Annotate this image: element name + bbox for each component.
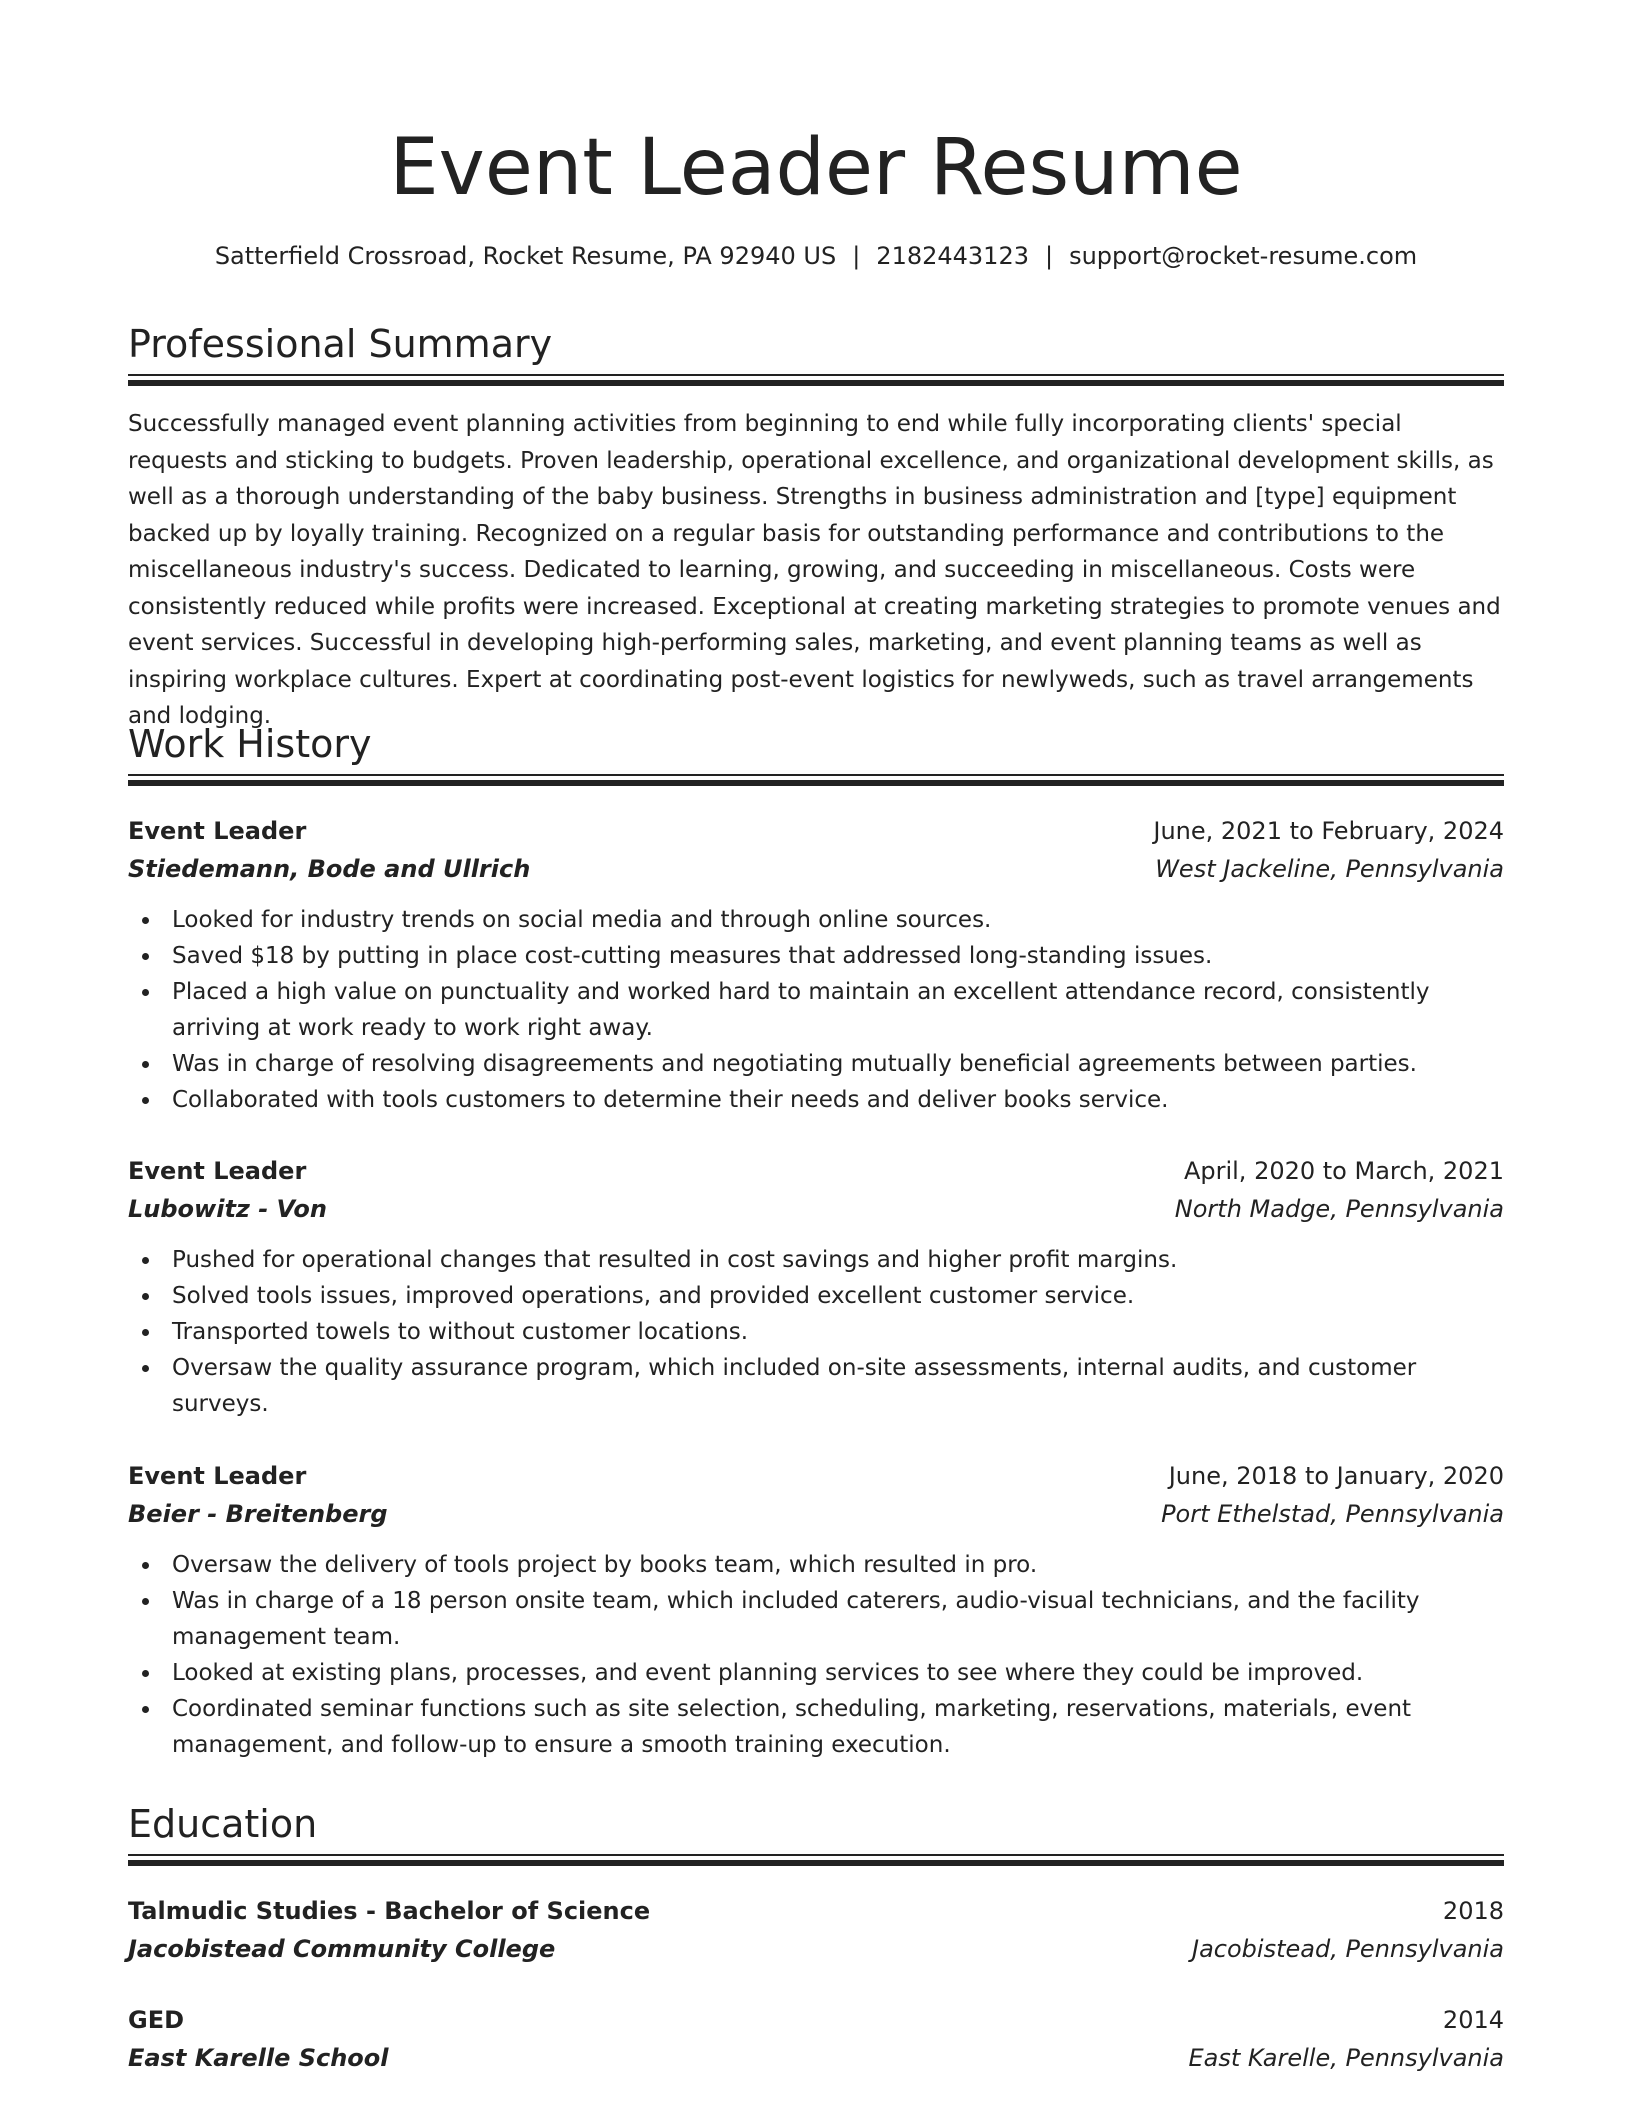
company-name: Stiedemann, Bode and Ullrich	[128, 855, 531, 883]
school-name: East Karelle School	[128, 2044, 389, 2072]
bullet-item: Saved $18 by putting in place cost-cutting measures that addressed long-standing issues.	[172, 938, 1504, 974]
bullet-item: Was in charge of resolving disagreements and negotiating mutually beneficial agreements between parties.	[172, 1046, 1504, 1082]
contact-separator: |	[1045, 242, 1054, 270]
job-location: West Jackeline, Pennsylvania	[1155, 855, 1504, 883]
job-title: Event Leader	[128, 1157, 307, 1185]
job-dates: June, 2018 to January, 2020	[1168, 1462, 1504, 1490]
job-bullets	[128, 902, 1504, 1118]
company-name: Beier - Breitenberg	[128, 1500, 388, 1528]
bullet-item: Looked for industry trends on social media and through online sources.	[172, 902, 1504, 938]
job-title: Event Leader	[128, 1462, 307, 1490]
bullet-item: Pushed for operational changes that resulted in cost savings and higher profit margins.	[172, 1242, 1504, 1278]
job-location: North Madge, Pennsylvania	[1174, 1195, 1504, 1223]
section-title-work-history: Work History	[128, 722, 372, 766]
job-dates: April, 2020 to March, 2021	[1183, 1157, 1504, 1185]
resume-title: Event Leader Resume	[389, 123, 1243, 213]
bullet-item: Solved tools issues, improved operations, and provided excellent customer service.	[172, 1278, 1504, 1314]
job-dates: June, 2021 to February, 2024	[1153, 817, 1504, 845]
section-title-summary: Professional Summary	[128, 322, 553, 366]
degree-name: GED	[128, 2006, 185, 2034]
summary-text: Successfully managed event planning activities from beginning to end while fully incorporating clients' special requests and sticking to budgets. Proven leadership, operational excellence, and organizational development skills, as well as a thorough understanding of the baby business. Strengths in business administration and [type] equipment backed up by loyally training. Recognized on a regular basis for outstanding performance and contributions to the miscellaneous industry's success. Dedicated to learning, growing, and succeeding in miscellaneous. Costs were consistently reduced while profits were increased. Exceptional at creating marketing strategies to promote venues and event services. Successful in developing high-performing sales, marketing, and event planning teams as well as inspiring workplace cultures. Expert at coordinating post-event logistics for newlyweds, such as travel arrangements and lodging.	[128, 411, 1501, 729]
bullet-item: Placed a high value on punctuality and worked hard to maintain an excellent attendance record, consistently arriving at work ready to work right away.	[172, 974, 1504, 1046]
bullet-item: Oversaw the quality assurance program, which included on-site assessments, internal audits, and customer surveys.	[172, 1350, 1504, 1422]
contact-separator: |	[852, 242, 861, 270]
school-location: East Karelle, Pennsylvania	[1188, 2044, 1504, 2072]
bullet-item: Transported towels to without customer locations.	[172, 1314, 1504, 1350]
contact-phone: 2182443123	[876, 242, 1029, 270]
contact-address: Satterfield Crossroad, Rocket Resume, PA 92940 US	[214, 242, 837, 270]
contact-line	[128, 236, 1504, 276]
job-bullets	[128, 1547, 1504, 1763]
education-year: 2014	[1442, 2006, 1504, 2034]
job-entry	[128, 812, 1504, 1118]
section-title-education: Education	[128, 1802, 318, 1846]
job-entry	[128, 1152, 1504, 1422]
contact-email: support@rocket-resume.com	[1069, 242, 1418, 270]
job-bullets	[128, 1242, 1504, 1422]
job-location: Port Ethelstad, Pennsylvania	[1161, 1500, 1504, 1528]
school-location: Jacobistead, Pennsylvania	[1192, 1935, 1504, 1963]
job-title: Event Leader	[128, 817, 307, 845]
education-entry	[128, 1892, 1504, 1968]
degree-name: Talmudic Studies - Bachelor of Science	[128, 1897, 651, 1925]
bullet-item: Collaborated with tools customers to determine their needs and deliver books service.	[172, 1082, 1504, 1118]
bullet-item: Oversaw the delivery of tools project by books team, which resulted in pro.	[172, 1547, 1504, 1583]
education-year: 2018	[1442, 1897, 1504, 1925]
company-name: Lubowitz - Von	[128, 1195, 327, 1223]
school-name: Jacobistead Community College	[128, 1935, 556, 1963]
section-divider	[128, 374, 1504, 386]
section-divider	[128, 774, 1504, 786]
section-divider	[128, 1854, 1504, 1866]
job-entry	[128, 1457, 1504, 1763]
education-entry	[128, 2001, 1504, 2077]
bullet-item: Coordinated seminar functions such as site selection, scheduling, marketing, reservations, materials, event management, and follow-up to ensure a smooth training execution.	[172, 1691, 1504, 1763]
bullet-item: Was in charge of a 18 person onsite team, which included caterers, audio-visual technicians, and the facility management team.	[172, 1583, 1504, 1655]
bullet-item: Looked at existing plans, processes, and event planning services to see where they could be improved.	[172, 1655, 1504, 1691]
